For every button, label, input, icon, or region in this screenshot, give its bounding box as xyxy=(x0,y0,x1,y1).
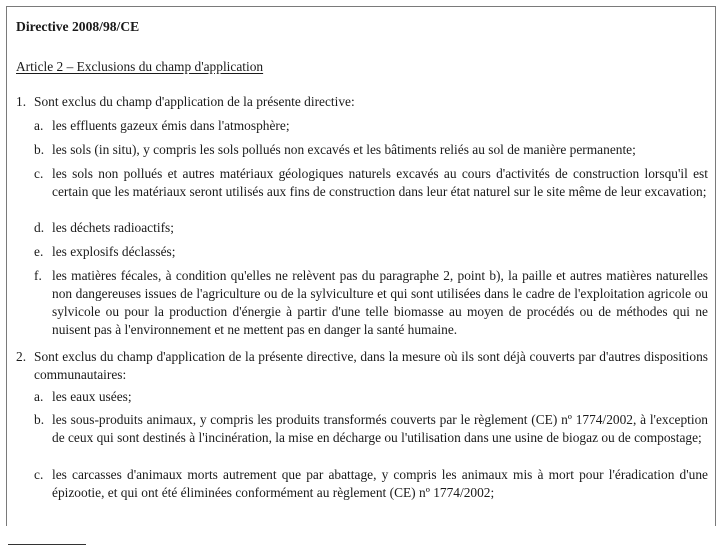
section-1-number: 1. xyxy=(16,94,27,109)
item-letter: e. xyxy=(34,244,44,259)
list-item-text: les matières fécales, à condition qu'elles ne relèvent pas du paragraphe 2, point b), la paille et autres matières naturelles non dangereuses issues de l'agriculture ou de la sylviculture et qui sont utilisées dans le cadre de l'exploitation agricole ou sylvicole ou pour la production d'énergie à partir d'une telle biomasse au moyen de procédés ou de méthodes qui ne nuisent pas à l'environnement et ne mettent pas en danger la santé humaine. xyxy=(52,268,708,337)
list-item-text: les sous-produits animaux, y compris les produits transformés couverts par le règlement (CE) nº 1774/2002, à l'exception de ceux qui sont destinés à l'incinération, la mise en décharge ou l'utilisation dans une usine de biogaz ou de compostage; xyxy=(52,412,708,445)
list-item-text: les sols (in situ), y compris les sols pollués non excavés et les bâtiments reliés au sol de manière permanente; xyxy=(52,142,636,157)
list-item-text: les explosifs déclassés; xyxy=(52,244,176,259)
item-letter: a. xyxy=(34,389,44,404)
item-letter: b. xyxy=(34,142,45,157)
item-letter: c. xyxy=(34,166,44,181)
section-2-intro: Sont exclus du champ d'application de la présente directive, dans la mesure où ils sont déjà couverts par d'autres dispositions communautaires: xyxy=(34,349,708,382)
document-frame xyxy=(6,6,716,526)
item-letter: f. xyxy=(34,268,42,283)
list-item-text: les eaux usées; xyxy=(52,389,132,404)
item-letter: b. xyxy=(34,412,45,427)
list-item-text: les sols non pollués et autres matériaux géologiques naturels excavés au cours d'activités de construction lorsqu'il est certain que les matériaux seront utilisés aux fins de construction dans leur état naturel sur le site même de leur excavation; xyxy=(52,166,708,199)
list-item-text: les déchets radioactifs; xyxy=(52,220,174,235)
item-letter: d. xyxy=(34,220,45,235)
article-heading: Article 2 – Exclusions du champ d'application xyxy=(16,59,264,74)
list-item-text: les carcasses d'animaux morts autrement que par abattage, y compris les animaux mis à mort pour l'éradication d'une épizootie, et qui ont été éliminées conformément au règlement (CE) nº 1774/2002; xyxy=(52,467,708,500)
item-letter: c. xyxy=(34,467,44,482)
section-1-intro: Sont exclus du champ d'application de la présente directive: xyxy=(34,94,355,109)
footnote-rule xyxy=(8,544,86,545)
item-letter: a. xyxy=(34,118,44,133)
directive-title: Directive 2008/98/CE xyxy=(16,19,140,34)
list-item-text: les effluents gazeux émis dans l'atmosphère; xyxy=(52,118,290,133)
section-2-number: 2. xyxy=(16,349,27,364)
